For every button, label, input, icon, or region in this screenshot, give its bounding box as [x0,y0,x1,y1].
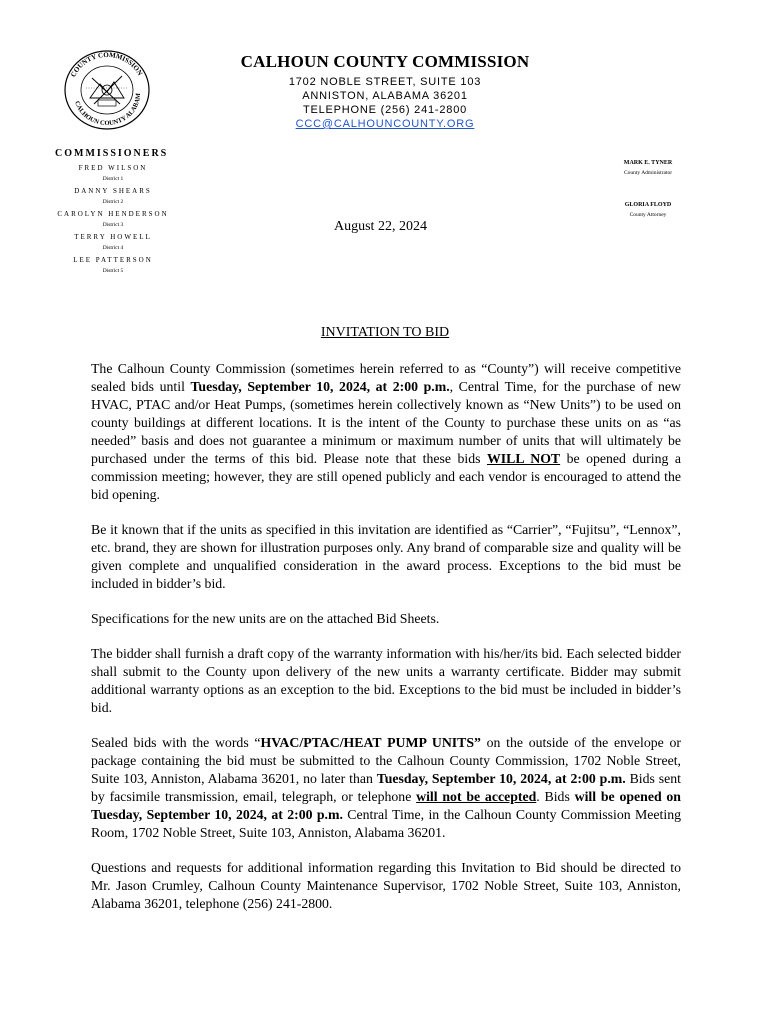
document-heading: INVITATION TO BID [320,325,450,340]
paragraph-submission: Sealed bids with the words “HVAC/PTAC/HEAT PUMP UNITS” on the outside of the envelope or package containing the bid must be submitted to the Calhoun County Commission, 1702 Noble Street, Suite 103, Anniston, Alabama 36201, no later than Tuesday, September 10, 2024, at 2:00 p.m. Bids sent by facsimile transmission, email, telegraph, or telephone will not be accepted. Bids will be opened on Tuesday, September 10, 2024, at 2:00 p.m. Central Time, in the Calhoun County Commission Meeting Room, 1702 Noble Street, Suite 103, Anniston, Alabama 36201. [91,735,681,840]
commissioner-name: DANNY SHEARS [74,187,152,195]
paragraph-warranty: The bidder shall furnish a draft copy of the warranty information with his/her/its bid. Each selected bidder shall submit to the County upon delivery of the new units a warranty certificate. Bidder may submit additional warranty options as an exception to the bid. Exceptions to the bid must be included in bidder’s bid. [91,646,681,715]
organization-title: CALHOUN COUNTY COMMISSION [240,52,530,71]
address-line-1: 1702 NOBLE STREET, SUITE 103 [288,76,482,88]
letter-date: August 22, 2024 [334,219,427,234]
paragraph-brands: Be it known that if the units as specified in this invitation are identified as “Carrier”, “Fujitsu”, “Lennox”, etc. brand, they are shown for illustration purposes only. Any brand of comparable size and quality will be given complete and unqualified consideration in the award process. Exceptions to the bid must be included in bidder’s bid. [91,522,681,591]
staff-list [608,158,688,220]
paragraph-bid-deadline: The Calhoun County Commission (sometimes herein referred to as “County”) will receive competitive sealed bids until Tuesday, September 10, 2024, at 2:00 p.m., Central Time, for the purchase of new HVAC, PTAC and/or Heat Pumps, (sometimes herein collectively known as “New Units”) to be used on county buildings at different locations. It is the intent of the County to purchase these units on as “as needed” basis and does not guarantee a minimum or maximum number of units that will ultimately be purchased under the terms of this bid. Please note that these bids WILL NOT be opened during a commission meeting; however, they are still opened publicly and each vendor is encouraged to attend the bid opening. [91,361,681,502]
seal-top-text: COUNTY COMMISSION [69,50,144,79]
paragraph-questions: Questions and requests for additional information regarding this Invitation to Bid should be directed to Mr. Jason Crumley, Calhoun County Maintenance Supervisor, 1702 Noble Street, Suite 103, Anniston, Alabama 36201, telephone (256) 241-2800. [91,860,681,911]
seal-bottom-text: CALHOUN COUNTY ALABAM [73,92,143,128]
commissioner-district: District 5 [102,268,124,274]
letterhead [0,52,770,131]
staff-title: County Administrator [623,170,673,176]
commissioner-district: District 1 [102,176,124,182]
telephone: TELEPHONE (256) 241-2800 [302,104,468,116]
commissioners-list [48,148,178,277]
email-link[interactable]: CCC@CALHOUNCOUNTY.ORG [295,118,475,130]
commissioner-name: CAROLYN HENDERSON [57,210,169,218]
staff-title: County Attorney [629,212,667,218]
commissioner-district: District 2 [102,199,124,205]
address-line-2: ANNISTON, ALABAMA 36201 [302,90,468,102]
commissioner-district: District 4 [102,245,124,251]
commissioners-heading: COMMISSIONERS [55,148,169,159]
paragraph-specifications: Specifications for the new units are on the attached Bid Sheets. [91,611,440,626]
commissioner-name: LEE PATTERSON [73,256,153,264]
commissioner-name: TERRY HOWELL [74,233,152,241]
commissioner-district: District 3 [102,222,124,228]
commissioner-name: FRED WILSON [78,164,148,172]
staff-name: MARK E. TYNER [623,160,673,166]
letter-body [91,360,681,930]
staff-name: GLORIA FLOYD [624,202,672,208]
